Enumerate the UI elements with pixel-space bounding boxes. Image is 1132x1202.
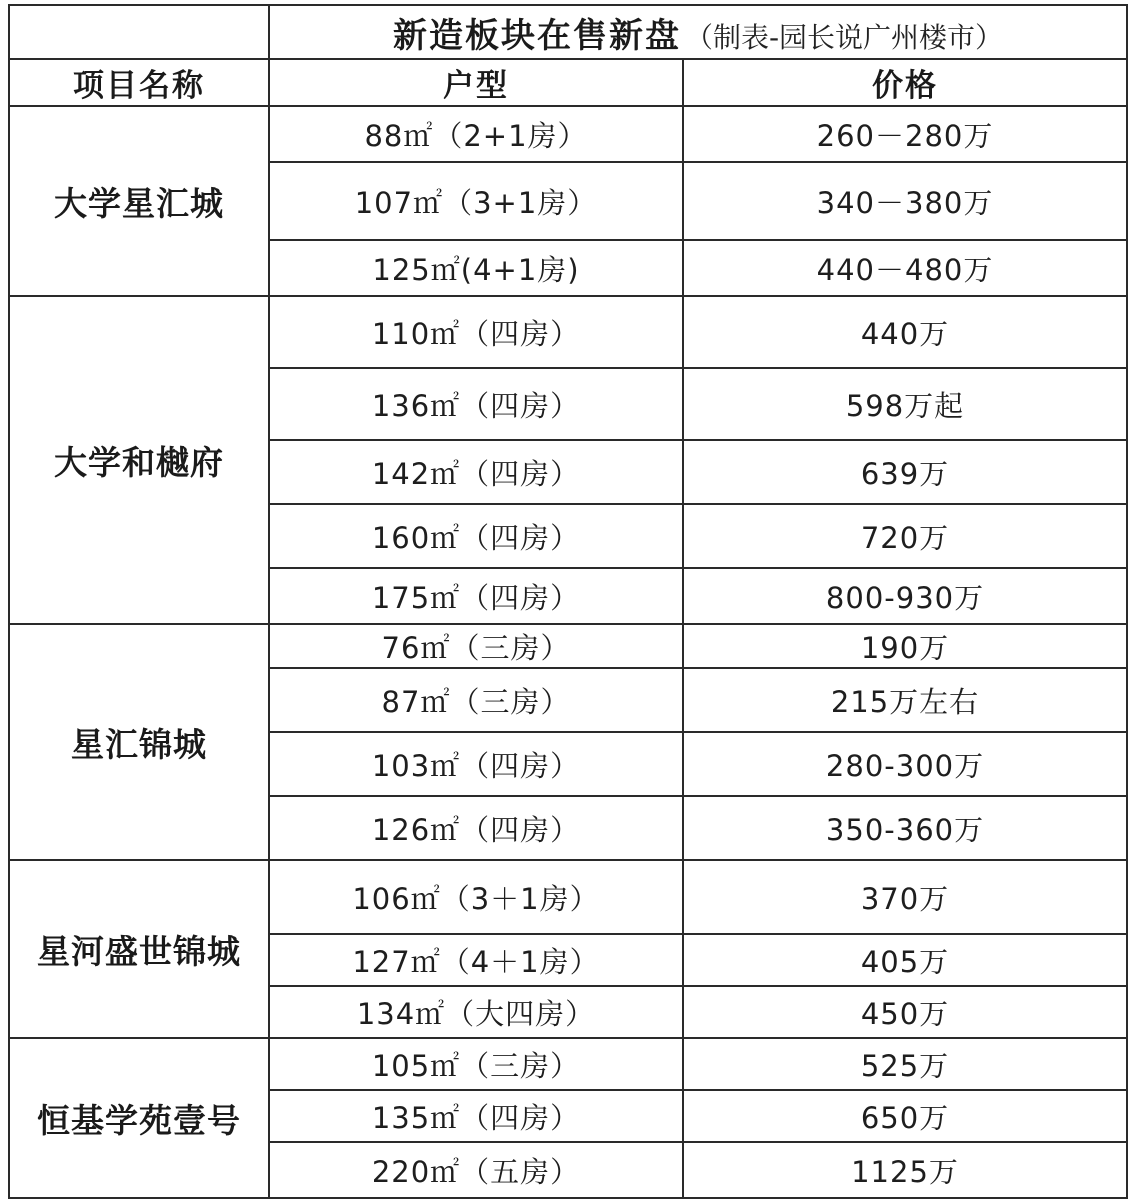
unit-type-cell: 134㎡（大四房） <box>269 986 683 1038</box>
price-cell: 450万 <box>683 986 1127 1038</box>
price-cell: 440万 <box>683 296 1127 368</box>
unit-type-cell: 160㎡（四房） <box>269 504 683 568</box>
price-cell: 340－380万 <box>683 162 1127 240</box>
unit-type-cell: 76㎡（三房） <box>269 624 683 668</box>
unit-type-cell: 126㎡（四房） <box>269 796 683 860</box>
unit-type-cell: 110㎡（四房） <box>269 296 683 368</box>
header-price: 价格 <box>683 59 1127 106</box>
project-name-cell: 星汇锦城 <box>9 624 269 860</box>
project-name-cell: 大学星汇城 <box>9 106 269 296</box>
header-row <box>9 59 1127 106</box>
unit-type-cell: 105㎡（三房） <box>269 1038 683 1090</box>
unit-type-cell: 220㎡（五房） <box>269 1142 683 1198</box>
price-cell: 215万左右 <box>683 668 1127 732</box>
header-project: 项目名称 <box>9 59 269 106</box>
table-title-main: 新造板块在售新盘 <box>392 15 681 56</box>
price-cell: 1125万 <box>683 1142 1127 1198</box>
project-name-cell: 大学和樾府 <box>9 296 269 624</box>
unit-type-cell: 127㎡（4＋1房） <box>269 934 683 986</box>
price-cell: 800-930万 <box>683 568 1127 624</box>
price-cell: 405万 <box>683 934 1127 986</box>
unit-type-cell: 106㎡（3＋1房） <box>269 860 683 934</box>
unit-type-cell: 175㎡（四房） <box>269 568 683 624</box>
table-row <box>9 106 1127 162</box>
header-unit-type: 户型 <box>269 59 683 106</box>
new-homes-table <box>8 4 1128 1199</box>
table-title-note: （制表-园长说广州楼市） <box>684 20 1004 54</box>
price-cell: 440－480万 <box>683 240 1127 296</box>
price-cell: 370万 <box>683 860 1127 934</box>
unit-type-cell: 135㎡（四房） <box>269 1090 683 1142</box>
table-title <box>269 5 1127 59</box>
unit-type-cell: 87㎡（三房） <box>269 668 683 732</box>
unit-type-cell: 88㎡（2+1房） <box>269 106 683 162</box>
price-cell: 280-300万 <box>683 732 1127 796</box>
price-cell: 190万 <box>683 624 1127 668</box>
price-cell: 260－280万 <box>683 106 1127 162</box>
price-cell: 639万 <box>683 440 1127 504</box>
unit-type-cell: 107㎡（3+1房） <box>269 162 683 240</box>
table-row <box>9 1038 1127 1090</box>
price-cell: 720万 <box>683 504 1127 568</box>
title-corner-cell <box>9 5 269 59</box>
unit-type-cell: 136㎡（四房） <box>269 368 683 440</box>
table-row <box>9 860 1127 934</box>
project-name-cell: 星河盛世锦城 <box>9 860 269 1038</box>
project-name-cell: 恒基学苑壹号 <box>9 1038 269 1198</box>
price-cell: 350-360万 <box>683 796 1127 860</box>
table-row <box>9 624 1127 668</box>
unit-type-cell: 103㎡（四房） <box>269 732 683 796</box>
table-row <box>9 296 1127 368</box>
price-cell: 650万 <box>683 1090 1127 1142</box>
unit-type-cell: 142㎡（四房） <box>269 440 683 504</box>
unit-type-cell: 125㎡(4+1房) <box>269 240 683 296</box>
price-cell: 598万起 <box>683 368 1127 440</box>
price-cell: 525万 <box>683 1038 1127 1090</box>
title-row <box>9 5 1127 59</box>
